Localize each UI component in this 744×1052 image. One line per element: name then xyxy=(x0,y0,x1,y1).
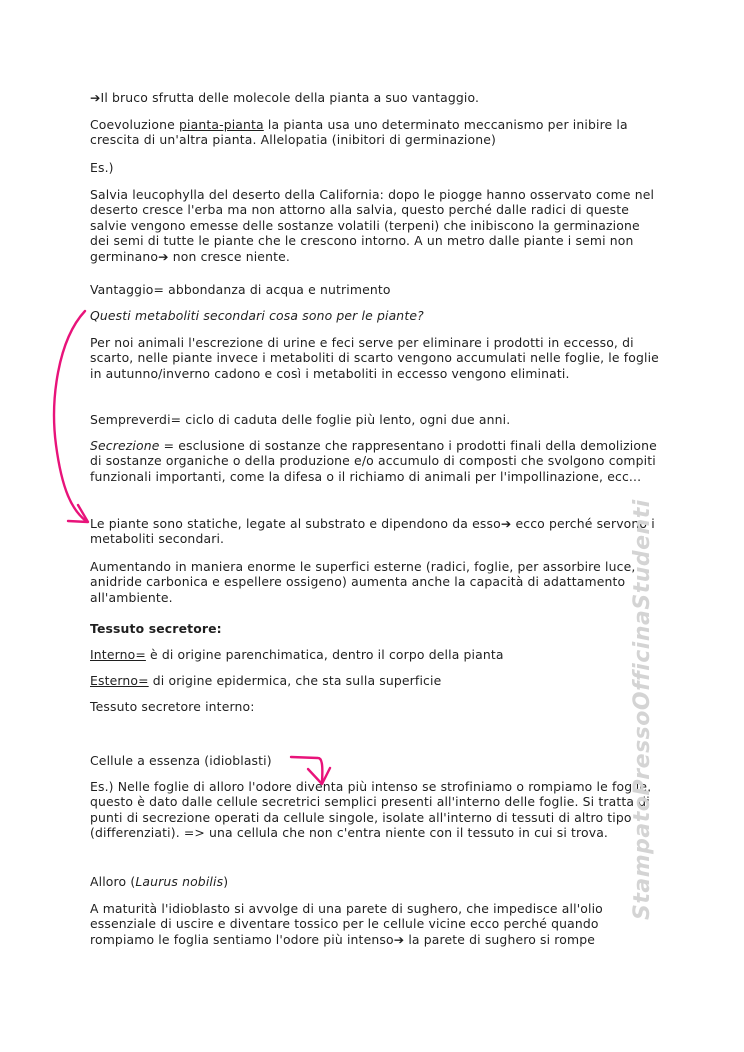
secrezione-term: Secrezione xyxy=(90,438,160,453)
paragraph-cellule-essenza xyxy=(90,753,660,768)
paragraph-secrezione xyxy=(90,438,660,484)
paragraph-sempreverdi xyxy=(90,412,660,427)
pianta-pianta-term: pianta-pianta xyxy=(178,117,264,132)
escrezione-text: Per noi animali l'escrezione di urine e feci serve per eliminare i prodotti in eccesso, di scarto, nelle piante invece i metaboliti di scarto vengono accumulati nelle foglie, le foglie in autunno/inverno cadono e così i metaboliti in eccesso vengono eliminati. xyxy=(90,335,659,381)
maturita-text: A maturità l'idioblasto si avvolge di una parete di sughero, che impedisce all'olio essenziale di uscire e diventare tossico per le cellule vicine ecco perché quando rompiamo le foglia sentiamo l'odore più intenso xyxy=(90,901,603,947)
arrow-icon: ➔ xyxy=(90,90,101,105)
paragraph-bruco xyxy=(90,90,660,105)
watermark: StampatoPressoOfficinaStudenti xyxy=(630,499,655,920)
paragraph-alloro xyxy=(90,874,660,889)
sempreverdi-text: Sempreverdi= ciclo di caduta delle foglie più lento, ogni due anni. xyxy=(90,412,511,427)
coevoluzione-text: la pianta usa uno determinato meccanismo per inibire la crescita di un'altra pianta. Allelopatia (inibitori di germinazione) xyxy=(90,117,628,148)
paragraph-question xyxy=(90,308,660,323)
paragraph-alloro-esempio xyxy=(90,779,660,841)
tessuto-secretore-heading: Tessuto secretore: xyxy=(90,621,222,636)
interno-text: è di origine parenchimatica, dentro il corpo della pianta xyxy=(145,647,504,662)
salvia-end: non cresce niente. xyxy=(168,248,290,264)
coevoluzione-intro: Coevoluzione xyxy=(90,117,179,132)
arrow-icon: ➔ xyxy=(393,931,405,947)
paragraph-statiche xyxy=(90,516,660,547)
paragraph-escrezione xyxy=(90,335,660,381)
superfici-text: Aumentando in maniera enorme le superfici esterne (radici, foglie, per assorbire luce, anidride carbonica e espellere ossigeno) aumenta anche la capacità di adattamento all'ambiente. xyxy=(90,559,636,605)
paragraph-esempio xyxy=(90,160,660,175)
vantaggio-text: Vantaggio= abbondanza di acqua e nutrimento xyxy=(90,282,391,297)
statiche-text: Le piante sono statiche, legate al substrato e dipendono da esso xyxy=(90,516,501,531)
arrow-icon: ➔ xyxy=(158,248,169,264)
paragraph-esterno xyxy=(90,673,660,688)
paragraph-interno xyxy=(90,647,660,662)
section-heading xyxy=(90,621,660,636)
paragraph-tessuto-interno xyxy=(90,699,660,714)
paragraph-superfici xyxy=(90,559,660,605)
maturita-end: la parete di sughero si rompe xyxy=(404,931,596,947)
paragraph-coevoluzione xyxy=(90,117,660,148)
cellule-essenza-text: Cellule a essenza (idioblasti) xyxy=(90,753,272,768)
laurus-nobilis-term: Laurus nobilis xyxy=(135,874,224,889)
statiche-end: ecco perché servono i metaboliti secondari. xyxy=(90,516,655,547)
paragraph-vantaggio xyxy=(90,282,660,297)
esterno-term: Esterno= xyxy=(90,673,149,688)
alloro-suffix: ) xyxy=(223,874,229,889)
curved-arrow-head xyxy=(68,505,88,522)
curved-arrow-annotation xyxy=(54,311,86,521)
esterno-text: di origine epidermica, che sta sulla superficie xyxy=(148,673,442,688)
paragraph-maturita xyxy=(90,901,660,947)
salvia-text: Salvia leucophylla del deserto della California: dopo le piogge hanno osservato come nel deserto cresce l'erba ma non attorno alla salvia, questo perché dalle radici di queste salvie vengono emesse delle sostanze volatili (terpeni) che inibiscono la germinazione dei semi di tutte le piante che le crescono intorno. A un metro dalle piante i semi non germinano xyxy=(90,187,655,264)
question-text: Questi metaboliti secondari cosa sono per le piante? xyxy=(90,308,424,323)
alloro-esempio-text: Es.) Nelle foglie di alloro l'odore diventa più intenso se strofiniamo o rompiamo le foglie, questo è dato dalle cellule secretrici semplici presenti all'interno delle foglie. Si tratta di punti di secrezione operati da cellule singole, isolate all'interno di tessuti di altro tipo (differenziati). => una cellula che non c'entra niente con il tessuto in cui si trova. xyxy=(90,779,652,841)
arrow-icon: ➔ xyxy=(500,516,512,531)
esempio-label: Es.) xyxy=(90,160,114,175)
alloro-prefix: Alloro ( xyxy=(90,874,136,889)
tessuto-interno-text: Tessuto secretore interno: xyxy=(90,699,255,714)
paragraph-salvia xyxy=(90,187,660,264)
interno-term: Interno= xyxy=(90,647,146,662)
secrezione-text: = esclusione di sostanze che rappresentano i prodotti finali della demolizione di sostanze organiche o della produzione e/o accumulo di composti che svolgono compiti funzionali importanti, come la difesa o il richiamo di animali per l'impollinazione, ecc... xyxy=(90,438,657,484)
paragraph-bruco-text: Il bruco sfrutta delle molecole della pianta a suo vantaggio. xyxy=(100,90,480,105)
